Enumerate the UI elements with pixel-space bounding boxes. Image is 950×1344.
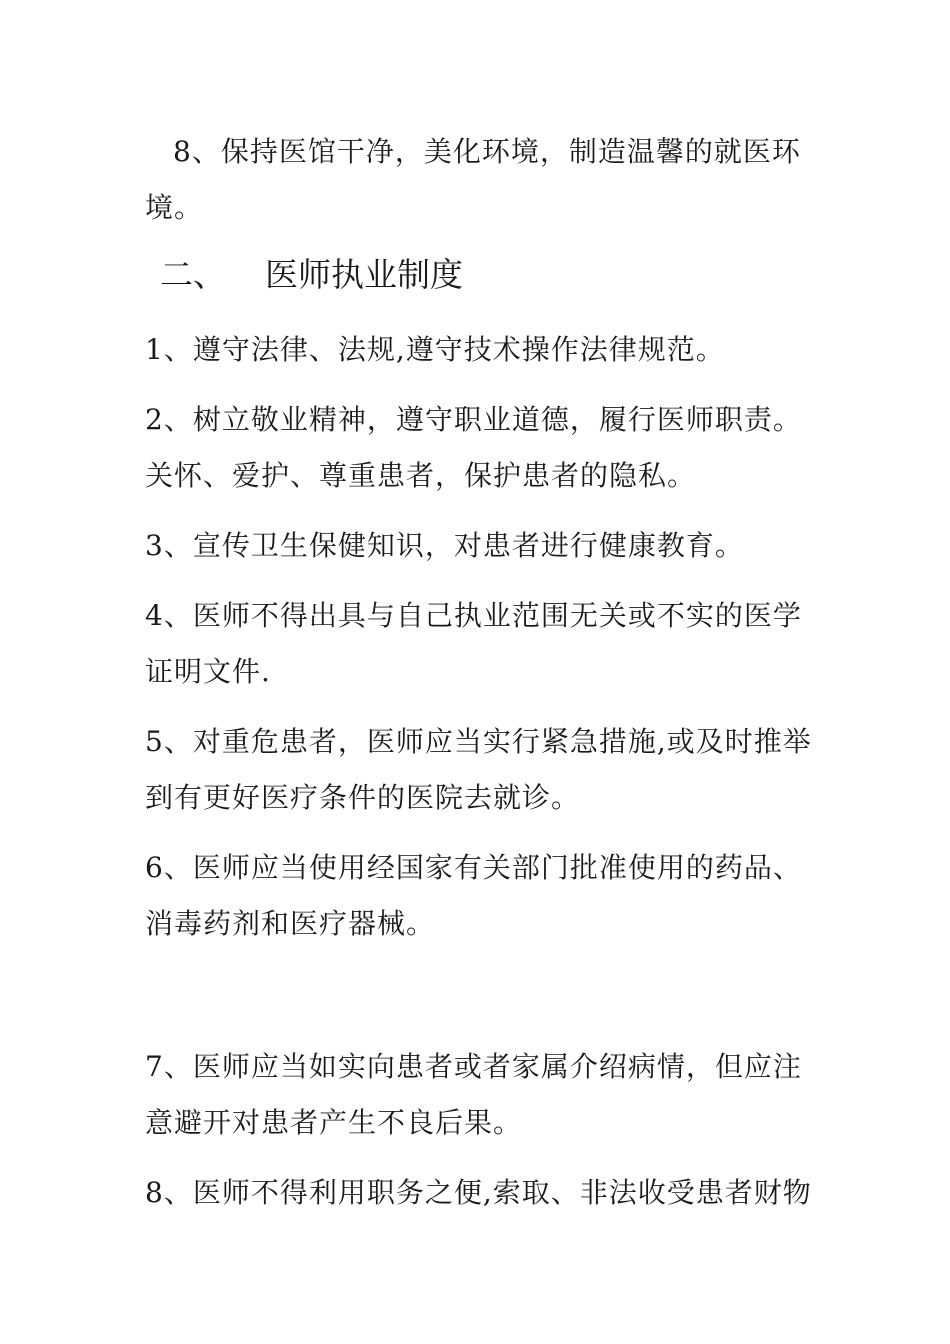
intro-item-line-2: 境。 — [145, 191, 204, 224]
section-heading — [160, 253, 463, 297]
section-title: 医师执业制度 — [265, 255, 463, 294]
item-4-line-1: 4、医师不得出具与自己执业范围无关或不实的医学 — [145, 599, 802, 632]
item-1-line-1: 1、遵守法律、法规,遵守技术操作法律规范。 — [145, 333, 725, 366]
item-6-line-1: 6、医师应当使用经国家有关部门批准使用的药品、 — [145, 851, 802, 884]
item-7-line-2: 意避开对患者产生不良后果。 — [145, 1106, 523, 1139]
item-6-line-2: 消毒药剂和医疗器械。 — [145, 907, 436, 940]
item-3-line-1: 3、宣传卫生保健知识，对患者进行健康教育。 — [145, 529, 744, 562]
item-7-line-1: 7、医师应当如实向患者或者家属介绍病情，但应注 — [145, 1050, 802, 1083]
intro-item-line-1: 8、保持医馆干净，美化环境，制造温馨的就医环 — [173, 135, 801, 168]
item-8-line-1: 8、医师不得利用职务之便,索取、非法收受患者财物 — [145, 1176, 812, 1209]
item-2-line-1: 2、树立敬业精神，遵守职业道德，履行医师职责。 — [145, 403, 802, 436]
section-number: 二、 — [160, 255, 226, 294]
item-2-line-2: 关怀、爱护、尊重患者，保护患者的隐私。 — [145, 459, 697, 492]
item-5-line-2: 到有更好医疗条件的医院去就诊。 — [145, 781, 581, 814]
item-4-line-2: 证明文件. — [145, 655, 271, 688]
item-5-line-1: 5、对重危患者，医师应当实行紧急措施,或及时推举 — [145, 725, 812, 758]
